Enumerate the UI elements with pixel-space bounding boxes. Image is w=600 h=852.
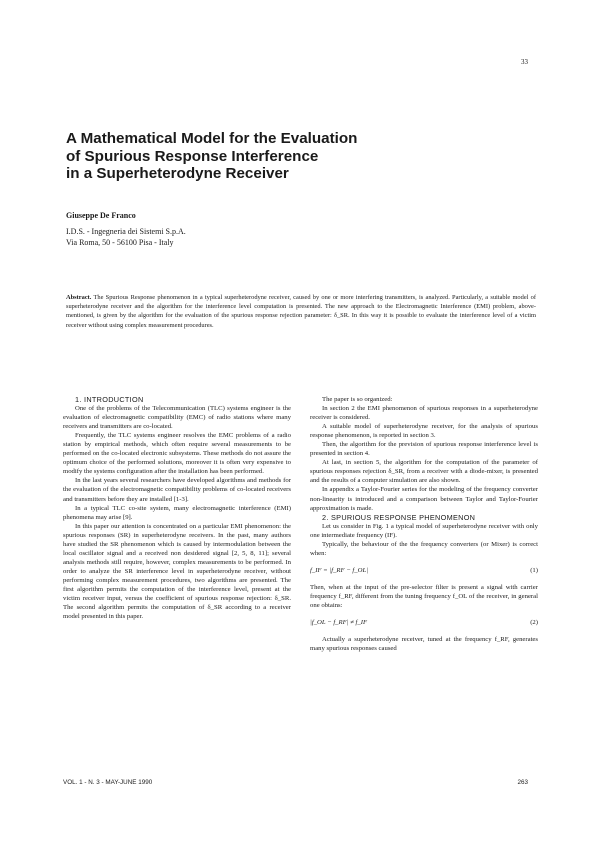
- abstract: [66, 293, 536, 330]
- paragraph: In the last years several researchers have developed algorithms and methods for the evaluation of the electromagnetic compatibility problems of co-located receivers and transmitters before they are installed [1-3].: [63, 477, 291, 503]
- equation-number: (1): [530, 566, 538, 574]
- equation-expression: |f_OL − f_RF| ≠ f_IF: [310, 619, 368, 627]
- journal-volume-info: VOL. 1 - N. 3 - MAY-JUNE 1990: [63, 779, 153, 786]
- author-address: Via Roma, 50 - 56100 Pisa - Italy: [66, 238, 174, 247]
- paragraph: In this paper our attention is concentrated on a particular EMI phenomenon: the spurious responses (SR) in superheterodyne receivers. In the past, many authors have studied the SR phenomenon which is caused by intermodulation between the local oscillator signal and a received non desidered signal [2, 5, 8, 11]; several analysis methods still require, however, complex measurements to be performed. In order to analyze the SR interference level in superheterodyne receiver, without performing complex measurement procedures, two algorithms are presented. The first algorithm permits the computation of the interference level, present at the victim receiver input, versus the coefficient of spurious response rejection: δ_SR. The second algorithm permits the computation of δ_SR according to a receiver model presented in this paper.: [63, 522, 291, 621]
- paragraph: The paper is so organized:: [322, 396, 393, 403]
- equation-number: (2): [530, 619, 538, 627]
- paragraph: Let us consider in Fig. 1 a typical model of superheterodyne receiver with only one intermediate frequency (IF).: [310, 522, 538, 539]
- right-column: [310, 395, 538, 653]
- paragraph: In section 2 the EMI phenomenon of spurious responses in a superheterodyne receiver is considered.: [310, 405, 538, 422]
- equation-2: [310, 618, 538, 627]
- author-name: Giuseppe De Franco: [66, 211, 136, 220]
- equation-expression: f_IF = |f_RF − f_OL|: [310, 566, 369, 574]
- paragraph: At last, in section 5, the algorithm for the computation of the parameter of spurious responses rejection δ_SR, from a receiver with a diode-mixer, is presented and the results of a computer simulation are also shown.: [310, 459, 538, 485]
- paragraph: One of the problems of the Telecommunication (TLC) systems engineer is the evaluation of electromagnetic compatibility (EMC) of radio stations where many receivers and transmitters are co-located.: [63, 405, 291, 431]
- page-number-top: 33: [521, 58, 528, 66]
- title-line: of Spurious Response Interference: [66, 147, 319, 165]
- paragraph: In appendix a Taylor-Fourier series for the modeling of the frequency converter non-linearity is introduced and a comparison between Taylor and Taylor-Fourier approximation is made.: [310, 486, 538, 512]
- section-heading-introduction: 1. INTRODUCTION: [75, 395, 144, 404]
- title-line: A Mathematical Model for the Evaluation: [66, 130, 358, 147]
- title-line: in a Superheterodyne Receiver: [66, 165, 289, 183]
- page-number-bottom: 263: [517, 779, 528, 786]
- paper-title: [66, 130, 486, 183]
- author-block: [66, 210, 186, 249]
- left-column: [63, 395, 291, 621]
- paragraph: Typically, the behaviour of the the frequency converters (or Mixer) is correct when:: [310, 540, 538, 557]
- abstract-label: Abstract.: [66, 294, 92, 301]
- page-footer: [63, 779, 528, 786]
- author-affiliation: I.D.S. - Ingegneria dei Sistemi S.p.A.: [66, 226, 186, 236]
- equation-1: [310, 566, 538, 575]
- paragraph: Then, when at the input of the pre-selector filter is present a signal with carrier frequency f_RF, different from the tuning frequency f_OL of the receiver, in general one obtains:: [310, 583, 538, 609]
- paragraph: A suitable model of superheterodyne receiver, for the analysis of spurious response phenomenon, is reported in section 3.: [310, 423, 538, 440]
- paragraph: Frequently, the TLC systems engineer resolves the EMC problems of a radio station by empirical methods, which often require several measurements to be performed on the co-located electronic subsystems. These methods do not assure the optimum choice of the performed solutions, moreover it is often very expensive to modify the systems configuration after the installation has been performed.: [63, 432, 291, 476]
- paragraph: Then, the algorithm for the prevision of spurious response interference level is presented in section 4.: [310, 441, 538, 458]
- paragraph: Actually a superheterodyne receiver, tuned at the frequency f_RF, generates many spurious responses caused: [310, 636, 538, 653]
- section-heading-spurious-response: 2. SPURIOUS RESPONSE PHENOMENON: [322, 512, 476, 522]
- paragraph: In a typical TLC co-site system, many electromagnetic interference (EMI) phenomena may arise [9].: [63, 504, 291, 521]
- abstract-text: The Spurious Response phenomenon in a typical superheterodyne receiver, caused by one or more interfering transmitters, is analyzed. Particularly, a suitable model of superheterodyne receiver and the algorithm for the interference level computation is presented. The new approach to the Electromagnetic Interference (EMI) problem, above-mentioned, is given by the algorithm for the evaluation of the spurious response rejection parameter: δ_SR. In this way it is possible to evaluate the interference level of a victim receiver without using complex measurement procedures.: [66, 294, 536, 329]
